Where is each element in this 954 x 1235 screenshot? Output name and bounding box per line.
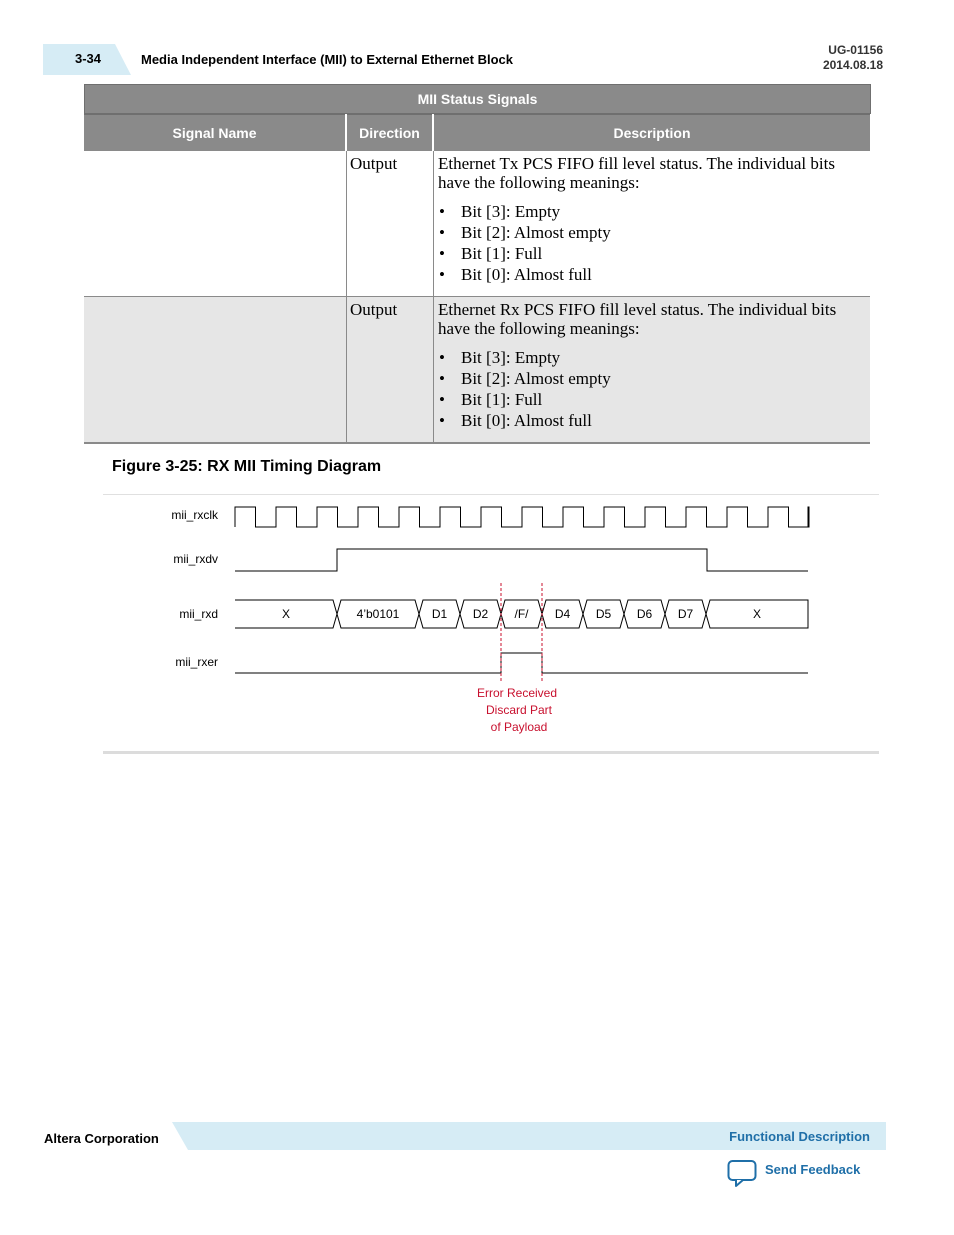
rxd-segment-label: D7 (677, 607, 694, 621)
list-item: • Bit [3]: Empty (438, 201, 858, 222)
list-item: • Bit [1]: Full (438, 243, 858, 264)
annotation-line-3: of Payload (490, 720, 548, 734)
rxd-segment-label: /F/ (514, 607, 529, 621)
direction-cell: Output (350, 154, 398, 173)
figure-caption: Figure 3-25: RX MII Timing Diagram (112, 458, 382, 475)
rxd-segment-label: D2 (472, 607, 489, 621)
rxd-segment-label: D4 (554, 607, 571, 621)
rxd-segment-label: D5 (595, 607, 612, 621)
signal-label-rxd: mii_rxd (179, 607, 218, 621)
description-text: Ethernet Rx PCS FIFO fill level status. The individual bits have the following meanings: (438, 300, 837, 338)
figure-bottom-rule (103, 751, 879, 754)
list-item: • Bit [2]: Almost empty (438, 368, 858, 389)
doc-date: 2014.08.18 (822, 58, 883, 72)
signal-label-rxclk: mii_rxclk (171, 508, 218, 522)
rxdv-waveform (235, 549, 808, 571)
rxd-segment-label: 4’b0101 (356, 607, 400, 621)
annotation-line-1: Error Received (476, 686, 558, 700)
direction-cell: Output (350, 300, 398, 319)
feedback-icon[interactable] (727, 1158, 759, 1188)
list-item: • Bit [2]: Almost empty (438, 222, 858, 243)
rxd-segment-label: X (752, 607, 762, 621)
send-feedback-link[interactable]: Send Feedback (765, 1162, 861, 1177)
signal-label-rxdv: mii_rxdv (173, 552, 218, 566)
rxd-segment-label: D6 (636, 607, 653, 621)
rxd-segment-label: D1 (431, 607, 448, 621)
list-item: • Bit [0]: Almost full (438, 410, 858, 431)
doc-number: UG-01156 (828, 43, 883, 57)
company-name: Altera Corporation (44, 1131, 159, 1146)
signal-label-rxer: mii_rxer (175, 655, 218, 669)
table-title: MII Status Signals (84, 84, 871, 114)
description-text: Ethernet Tx PCS FIFO fill level status. The individual bits have the following meanings: (438, 154, 835, 192)
list-item: • Bit [3]: Empty (438, 347, 858, 368)
rxclk-waveform (235, 507, 809, 527)
col-header-signal-name: Signal Name (84, 114, 345, 151)
rxd-segment-label: X (281, 607, 291, 621)
annotation-line-2: Discard Part (485, 703, 553, 717)
running-title: Media Independent Interface (MII) to External Ethernet Block (141, 52, 514, 67)
rxd-bus (235, 600, 808, 628)
col-header-description: Description (434, 114, 870, 151)
col-header-direction: Direction (347, 114, 432, 151)
section-link[interactable]: Functional Description (729, 1129, 870, 1144)
list-item: • Bit [0]: Almost full (438, 264, 858, 285)
page-number: 3-34 (75, 51, 102, 66)
rxer-waveform (235, 653, 808, 673)
list-item: • Bit [1]: Full (438, 389, 858, 410)
